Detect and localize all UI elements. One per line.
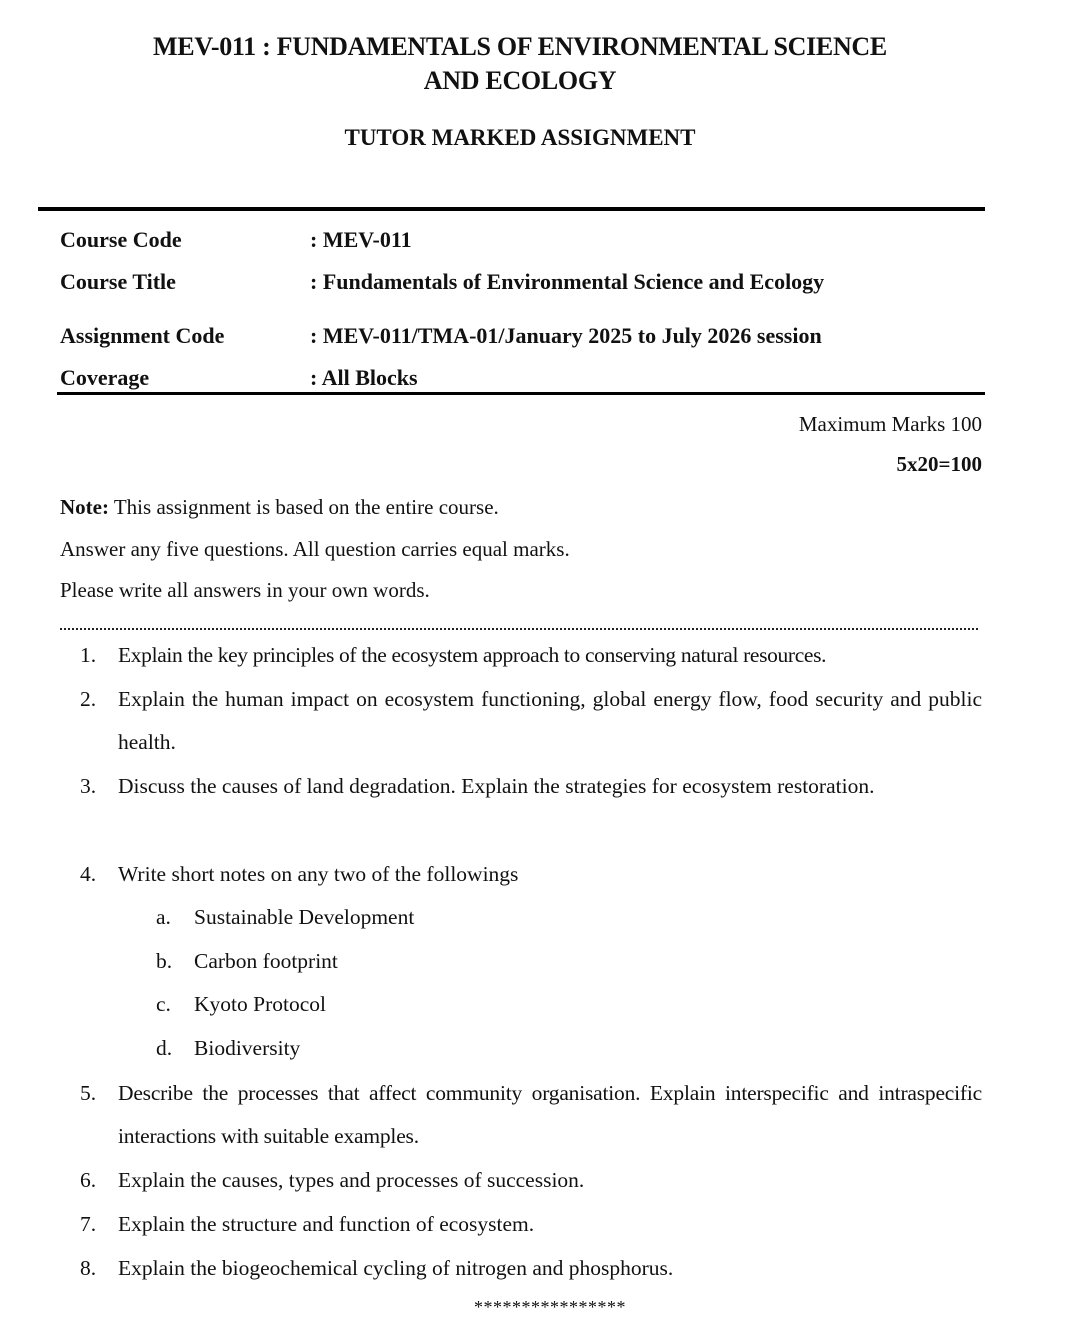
course-code-label: Course Code [60,227,182,252]
subitem-d [156,1036,300,1061]
coverage-label: Coverage [60,365,150,390]
question-number: 3. [80,774,97,798]
course-title-value: : Fundamentals of Environmental Science and Ecology [310,269,825,294]
note-text: This assignment is based on the entire course. [108,495,499,519]
subitem-b [156,949,338,974]
question-text: Write short notes on any two of the followings [118,862,519,886]
top-rule-divider [38,207,985,211]
subitem-letter: d. [156,1036,173,1060]
subitem-letter: a. [156,905,171,929]
subitem-text: Biodiversity [194,1036,301,1060]
question-item-7 [80,1203,982,1246]
question-number: 8. [80,1256,97,1280]
question-item-8 [80,1247,982,1290]
note-line-1 [60,495,499,520]
marks-breakdown: 5x20=100 [896,452,982,476]
question-text: Explain the structure and function of ecosystem. [118,1212,535,1236]
question-number: 4. [80,862,97,886]
subitem-letter: b. [156,949,173,973]
question-text: Explain the biogeochemical cycling of nitrogen and phosphorus. [118,1256,674,1280]
subitem-c [156,992,326,1017]
assignment-code-value: : MEV-011/TMA-01/January 2025 to July 2026 session [310,323,822,348]
note-label: Note: [60,495,109,519]
subitem-text: Sustainable Development [194,905,415,929]
coverage-value: : All Blocks [310,365,418,390]
course-code-value: : MEV-011 [310,227,412,252]
question-text: Explain the causes, types and processes of succession. [118,1168,585,1192]
subitem-letter: c. [156,992,171,1016]
bottom-rule-divider [57,392,985,395]
subitem-text: Kyoto Protocol [194,992,326,1016]
question-number: 5. [80,1081,97,1105]
question-item-2 [80,678,982,764]
question-number: 2. [80,687,97,711]
note-line-2: Answer any five questions. All question carries equal marks. [60,537,570,561]
subitem-text: Carbon footprint [194,949,338,973]
document-subtitle: TUTOR MARKED ASSIGNMENT [344,125,696,150]
question-item-1 [80,634,982,677]
question-item-4 [80,853,982,896]
subitem-a [156,905,414,930]
maximum-marks: Maximum Marks 100 [798,412,982,436]
end-of-document-marker: **************** [474,1297,626,1317]
dashed-separator [60,628,978,630]
question-text: Explain the human impact on ecosystem functioning, global energy flow, food security and public health. [118,687,982,754]
course-title-label: Course Title [60,269,176,294]
question-number: 7. [80,1212,97,1236]
document-title-line-2: AND ECOLOGY [423,66,617,95]
question-text: Describe the processes that affect community organisation. Explain interspecific and intraspecific interactions with suitable examples. [118,1081,982,1148]
question-item-3 [80,765,982,808]
question-number: 1. [80,643,97,667]
question-number: 6. [80,1168,97,1192]
note-line-3: Please write all answers in your own words. [60,578,430,602]
assignment-code-label: Assignment Code [60,323,225,348]
question-item-5 [80,1072,982,1158]
question-text: Discuss the causes of land degradation. Explain the strategies for ecosystem restoration. [118,774,875,798]
question-text: Explain the key principles of the ecosystem approach to conserving natural resources. [118,643,827,667]
question-item-6 [80,1159,982,1202]
document-title-line-1: MEV-011 : FUNDAMENTALS OF ENVIRONMENTAL SCIENCE [153,32,887,61]
